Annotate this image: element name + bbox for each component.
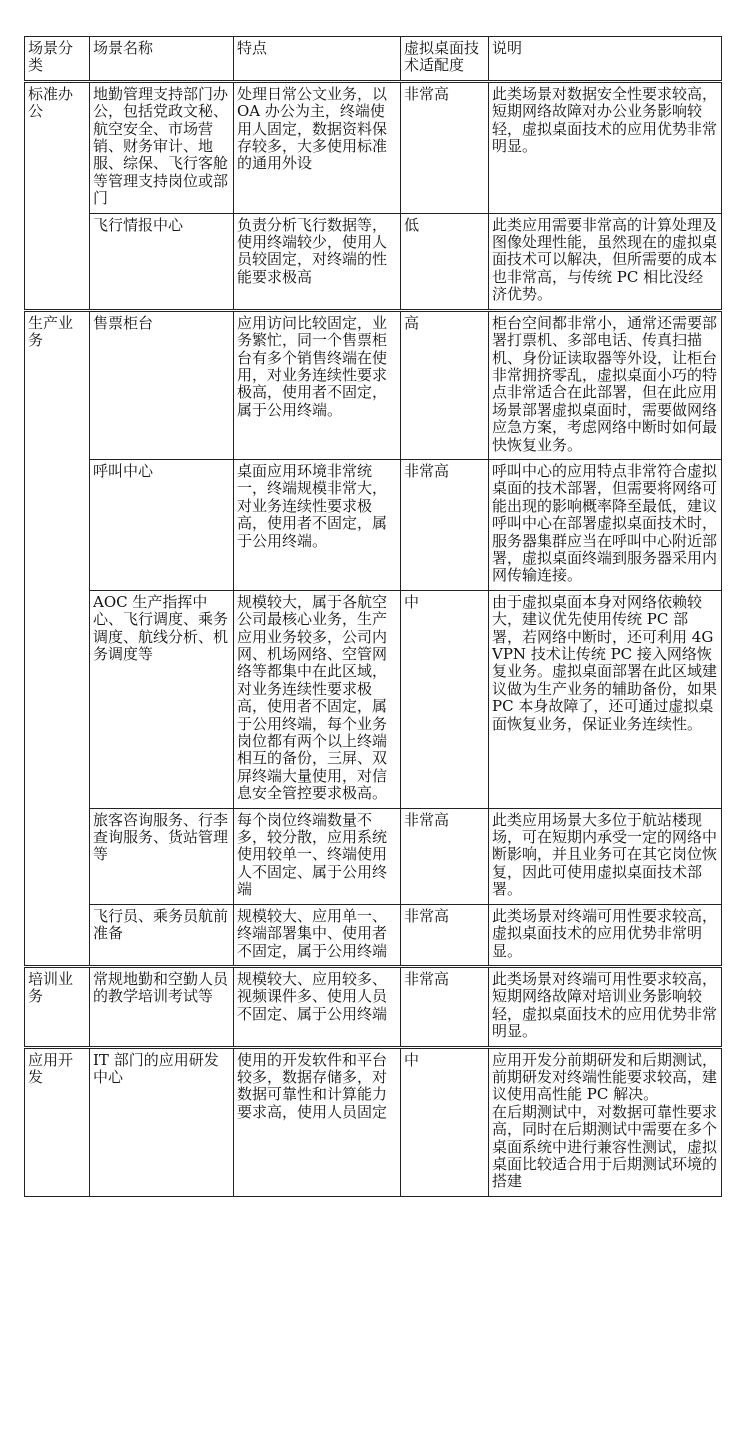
features-cell: 负责分析飞行数据等，使用终端较少，使用人员较固定，对终端的性能要求极高 (234, 213, 401, 310)
table-row (25, 808, 722, 904)
table-row (25, 966, 722, 1047)
document-page (24, 36, 722, 1197)
note-cell: 此类应用需要非常高的计算处理及图像处理性能，虽然现在的虚拟桌面技术可以解决，但所需要的成本也非常高，与传统 PC 相比没经济优势。 (489, 213, 722, 310)
table-row (25, 459, 722, 590)
scenario-name-cell: 地勤管理支持部门办公，包括党政文秘、航空安全、市场营销、财务审计、地服、综保、飞行客舱等管理支持岗位或部门 (90, 81, 234, 213)
table-row (25, 590, 722, 808)
table-header-row (25, 37, 722, 82)
table-row (25, 904, 722, 966)
table-row (25, 310, 722, 459)
header-notes: 说明 (489, 37, 722, 82)
category-cell: 应用开发 (25, 1047, 90, 1196)
scenario-table (24, 36, 722, 1197)
fit-cell: 中 (401, 590, 489, 808)
fit-cell: 非常高 (401, 966, 489, 1047)
fit-cell: 低 (401, 213, 489, 310)
features-cell: 每个岗位终端数量不多，较分散，应用系统使用较单一、终端使用人不固定、属于公用终端 (234, 808, 401, 904)
scenario-name-cell: IT 部门的应用研发中心 (90, 1047, 234, 1196)
features-cell: 使用的开发软件和平台较多，数据存储多，对数据可靠性和计算能力要求高，使用人员固定 (234, 1047, 401, 1196)
table-row (25, 1047, 722, 1196)
features-cell: 桌面应用环境非常统一，终端规模非常大，对业务连续性要求极高，使用者不固定，属于公用终端。 (234, 459, 401, 590)
header-fit-degree: 虚拟桌面技术适配度 (401, 37, 489, 82)
scenario-name-cell: 飞行员、乘务员航前准备 (90, 904, 234, 966)
note-cell: 此类场景对终端可用性要求较高，虚拟桌面技术的应用优势非常明显。 (489, 904, 722, 966)
category-cell: 生产业务 (25, 310, 90, 966)
features-cell: 规模较大，属于各航空公司最核心业务，生产应用业务较多，公司内网、机场网络、空管网络等都集中在此区域，对业务连续性要求极高，使用者不固定，属于公用终端，每个业务岗位都有两个以上终端相互的备份，三屏、双屏终端大量使用，对信息安全管控要求极高。 (234, 590, 401, 808)
header-scenario-name: 场景名称 (90, 37, 234, 82)
features-cell: 规模较大、应用较多、视频课件多、使用人员不固定、属于公用终端 (234, 966, 401, 1047)
category-cell: 标准办公 (25, 81, 90, 310)
scenario-name-cell: 旅客咨询服务、行李查询服务、货站管理等 (90, 808, 234, 904)
fit-cell: 非常高 (401, 904, 489, 966)
note-cell (489, 1047, 722, 1196)
fit-cell: 中 (401, 1047, 489, 1196)
scenario-name-cell: AOC 生产指挥中心、飞行调度、乘务调度、航线分析、机务调度等 (90, 590, 234, 808)
note-cell: 此类场景对终端可用性要求较高，短期网络故障对培训业务影响较轻，虚拟桌面技术的应用优势非常明显。 (489, 966, 722, 1047)
header-category: 场景分类 (25, 37, 90, 82)
note-cell: 此类场景对数据安全性要求较高，短期网络故障对办公业务影响较轻，虚拟桌面技术的应用优势非常明显。 (489, 81, 722, 213)
note-cell: 此类应用场景大多位于航站楼现场，可在短期内承受一定的网络中断影响，并且业务可在其它岗位恢复，因此可使用虚拟桌面技术部署。 (489, 808, 722, 904)
note-cell: 呼叫中心的应用特点非常符合虚拟桌面的技术部署，但需要将网络可能出现的影响概率降至最低，建议呼叫中心在部署虚拟桌面技术时，服务器集群应当在呼叫中心附近部署，虚拟桌面终端到服务器采用内网传输连接。 (489, 459, 722, 590)
scenario-name-cell: 常规地勤和空勤人员的教学培训考试等 (90, 966, 234, 1047)
scenario-name-cell: 呼叫中心 (90, 459, 234, 590)
scenario-name-cell: 飞行情报中心 (90, 213, 234, 310)
header-features: 特点 (234, 37, 401, 82)
features-cell: 应用访问比较固定，业务繁忙，同一个售票柜台有多个销售终端在使用，对业务连续性要求极高，使用者不固定，属于公用终端。 (234, 310, 401, 459)
fit-cell: 非常高 (401, 81, 489, 213)
fit-cell: 非常高 (401, 459, 489, 590)
note-paragraph: 在后期测试中，对数据可靠性要求高，同时在后期测试中需要在多个桌面系统中进行兼容性测试，虚拟桌面比较适合用于后期测试环境的搭建 (492, 1102, 718, 1191)
note-paragraph: 应用开发分前期研发和后期测试，前期研发对终端性能要求较高，建议使用高性能 PC 解决。 (492, 1050, 718, 1104)
features-cell: 处理日常公文业务，以 OA 办公为主，终端使用人固定，数据资料保存较多，大多使用标准的通用外设 (234, 81, 401, 213)
scenario-name-cell: 售票柜台 (90, 310, 234, 459)
table-row (25, 81, 722, 213)
note-cell: 柜台空间都非常小，通常还需要部署打票机、多部电话、传真扫描机、身份证读取器等外设，让柜台非常拥挤零乱，虚拟桌面小巧的特点非常适合在此部署，但在此应用场景部署虚拟桌面时，需要做网络应急方案，考虑网络中断时如何最快恢复业务。 (489, 310, 722, 459)
category-cell: 培训业务 (25, 966, 90, 1047)
note-cell: 由于虚拟桌面本身对网络依赖较大，建议优先使用传统 PC 部署，若网络中断时，还可利用 4G VPN 技术让传统 PC 接入网络恢复业务。虚拟桌面部署在此区域建议做为生产业务的辅助备份，如果 PC 本身故障了，还可通过虚拟桌面恢复业务，保证业务连续性。 (489, 590, 722, 808)
fit-cell: 高 (401, 310, 489, 459)
fit-cell: 非常高 (401, 808, 489, 904)
table-row (25, 213, 722, 310)
features-cell: 规模较大、应用单一、终端部署集中、使用者不固定，属于公用终端 (234, 904, 401, 966)
